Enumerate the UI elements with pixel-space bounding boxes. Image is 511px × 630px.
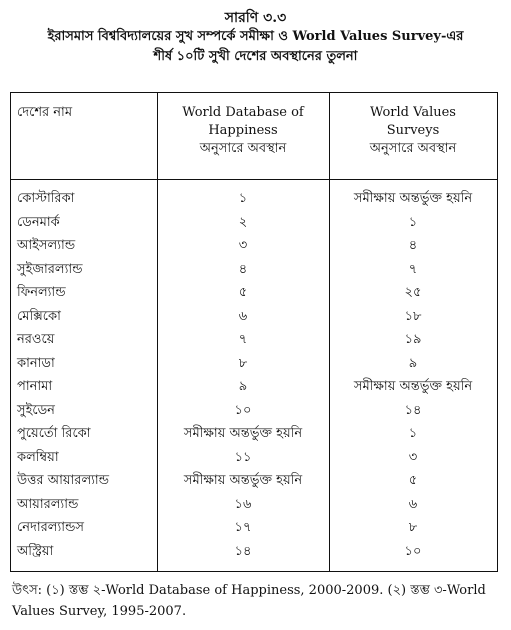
header-divider — [11, 179, 497, 180]
wvs-rank-cell: ১০ — [404, 543, 422, 559]
wvs-rank-cell: ২৫ — [404, 285, 422, 300]
wvs-rank-cell: ১ — [408, 426, 418, 441]
wdh-rank-cell: ১৬ — [234, 496, 252, 512]
wdh-rank-cell: ১৪ — [234, 543, 252, 559]
table-title-line-1: ইরাসমাস বিশ্ববিদ্যালয়ের সুখ সম্পর্কে সমীক্ষা ও World Values Survey-এর — [47, 29, 464, 44]
table-row — [11, 422, 497, 446]
header-wvs-line-1: World Values — [370, 105, 456, 120]
table-body — [11, 187, 497, 563]
country-cell: পানামা — [17, 379, 53, 394]
country-cell: সুইজারল্যান্ড — [17, 261, 83, 277]
country-cell: অস্ট্রিয়া — [17, 543, 54, 559]
table-row — [11, 328, 497, 352]
source-note-line-2: Values Survey, 1995-2007. — [12, 604, 187, 619]
table-title-line-2: শীর্ষ ১০টি সুখী দেশের অবস্থানের তুলনা — [153, 49, 358, 64]
country-cell: নেদারল্যান্ডস — [17, 520, 84, 535]
wdh-rank-cell: ১ — [238, 191, 248, 206]
wvs-rank-cell: ১ — [408, 214, 418, 230]
wvs-rank-cell: ৭ — [408, 261, 418, 277]
header-wdh-line-1: World Database of — [182, 105, 304, 120]
wdh-rank-cell: ৯ — [238, 379, 248, 394]
wvs-rank-cell: ৯ — [408, 355, 418, 371]
country-cell: আয়ারল্যান্ড — [17, 496, 79, 512]
wdh-rank-cell: ২ — [238, 214, 248, 230]
wvs-rank-cell: ১৪ — [404, 402, 422, 418]
wvs-rank-cell: ৪ — [408, 238, 418, 253]
wdh-rank-cell: ৪ — [238, 261, 248, 277]
table-row — [11, 211, 497, 235]
table-label: সারণি ৩.৩ — [224, 10, 287, 26]
table-row — [11, 399, 497, 423]
table-title — [10, 27, 501, 67]
table-row — [11, 352, 497, 376]
wdh-rank-cell: সমীক্ষায় অন্তর্ভুক্ত হয়নি — [183, 473, 303, 488]
header-wdh-line-2: Happiness — [208, 123, 278, 138]
wvs-rank-cell: ১৯ — [404, 332, 422, 347]
header-country: দেশের নাম — [17, 105, 73, 120]
country-cell: মেক্সিকো — [17, 308, 61, 324]
comparison-table — [10, 92, 498, 572]
table-row — [11, 281, 497, 305]
country-cell: ফিনল্যান্ড — [17, 285, 66, 300]
wdh-rank-cell: ১০ — [234, 402, 252, 418]
table-row — [11, 493, 497, 517]
wvs-rank-cell: সমীক্ষায় অন্তর্ভুক্ত হয়নি — [353, 379, 473, 394]
table-row — [11, 446, 497, 470]
table-row — [11, 516, 497, 540]
wdh-rank-cell: ৬ — [238, 308, 248, 324]
header-wvs-line-2: Surveys — [386, 123, 440, 138]
wvs-rank-cell: ১৮ — [404, 308, 422, 324]
header-wdh-line-3: অনুসারে অবস্থান — [199, 141, 287, 156]
header-wdh — [157, 104, 329, 158]
country-cell: নরওয়ে — [17, 332, 55, 347]
country-cell: ডেনমার্ক — [17, 214, 60, 230]
wvs-rank-cell: সমীক্ষায় অন্তর্ভুক্ত হয়নি — [353, 191, 473, 206]
wdh-rank-cell: ১৭ — [234, 520, 252, 535]
table-row — [11, 258, 497, 282]
country-cell: কলম্বিয়া — [17, 449, 59, 465]
table-row — [11, 187, 497, 211]
source-note-line-1: উৎস: (১) স্তম্ভ ২-World Database of Happiness, 2000-2009. (২) স্তম্ভ ৩-World — [12, 583, 486, 598]
header-wvs-line-3: অনুসারে অবস্থান — [369, 141, 457, 156]
wvs-rank-cell: ৬ — [408, 496, 418, 512]
country-cell: কোস্টারিকা — [17, 191, 75, 206]
wdh-rank-cell: ৭ — [238, 332, 248, 347]
wvs-rank-cell: ৫ — [408, 473, 418, 488]
country-cell: আইসল্যান্ড — [17, 238, 76, 253]
table-row — [11, 540, 497, 564]
wdh-rank-cell: ৮ — [238, 355, 248, 371]
wvs-rank-cell: ৩ — [408, 449, 418, 465]
country-cell: সুইডেন — [17, 402, 55, 418]
wvs-rank-cell: ৮ — [408, 520, 418, 535]
country-cell: উত্তর আয়ারল্যান্ড — [17, 473, 110, 488]
wdh-rank-cell: ১১ — [234, 449, 252, 465]
source-note — [12, 580, 502, 622]
header-wvs — [329, 104, 497, 158]
table-row — [11, 375, 497, 399]
wdh-rank-cell: সমীক্ষায় অন্তর্ভুক্ত হয়নি — [183, 426, 303, 441]
country-cell: কানাডা — [17, 355, 55, 371]
table-row — [11, 305, 497, 329]
wdh-rank-cell: ৫ — [238, 285, 248, 300]
table-row — [11, 469, 497, 493]
table-row — [11, 234, 497, 258]
country-cell: পুয়ের্তো রিকো — [17, 426, 91, 441]
wdh-rank-cell: ৩ — [238, 238, 248, 253]
